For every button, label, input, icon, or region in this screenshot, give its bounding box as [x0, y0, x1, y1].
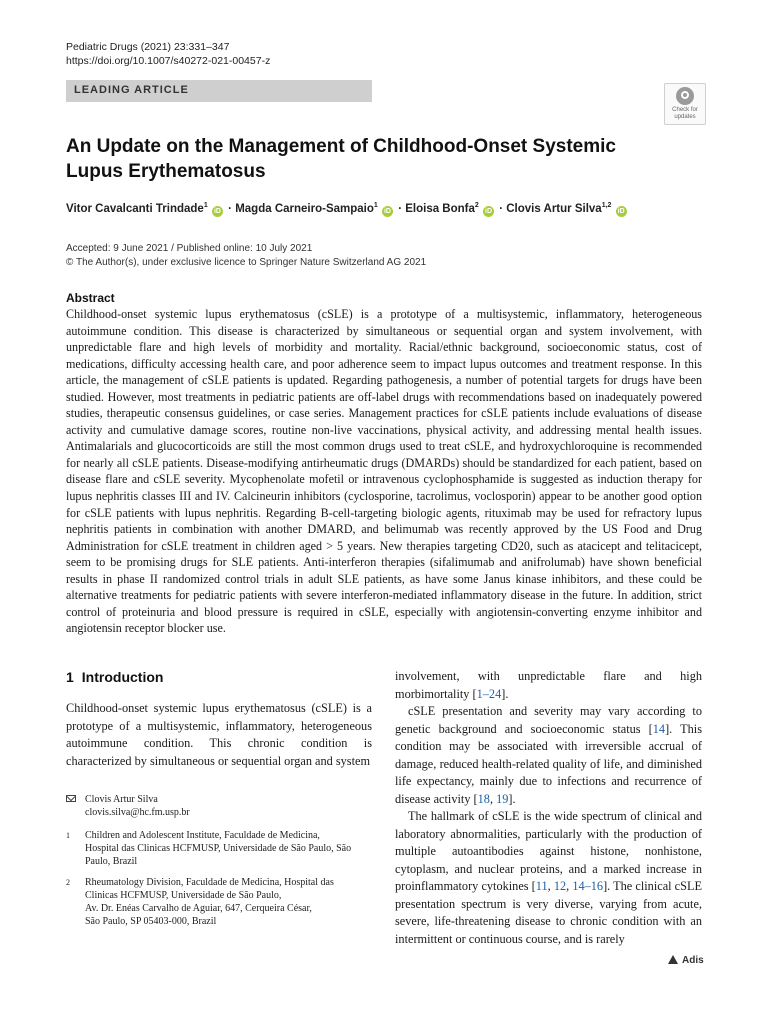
crossmark-line2: updates: [674, 113, 696, 120]
corresponding-author-email[interactable]: clovis.silva@hc.fm.usp.br: [85, 807, 190, 818]
author-separator: ·: [228, 202, 232, 215]
adis-triangle-icon: [668, 955, 678, 964]
author-separator: ·: [398, 202, 403, 215]
author-list: [66, 202, 716, 217]
section-title: Introduction: [81, 669, 164, 685]
intro-paragraph: Childhood-onset systemic lupus erythematosus (cSLE) is a prototype of a multisystemic, inflammatory, heterogeneous autoimmune condition. This chronic condition is characterized by simultaneous or sequential organ and system: [66, 701, 372, 768]
author-affiliation: 1: [203, 202, 208, 209]
intro-paragraph: [395, 703, 702, 808]
paragraph-text: ,: [547, 879, 554, 893]
copyright-line: © The Author(s), under exclusive licence to Springer Nature Switzerland AG 2021: [66, 257, 427, 268]
citation-link[interactable]: 11: [535, 879, 548, 893]
citation-link[interactable]: 18: [477, 791, 490, 806]
citation-link[interactable]: 14: [652, 721, 666, 736]
section-heading: [66, 669, 163, 685]
author-name[interactable]: Vitor Cavalcanti Trindade: [66, 202, 204, 215]
orcid-icon[interactable]: iD: [485, 207, 492, 215]
author-affiliation: 1,2: [601, 202, 612, 209]
publisher-name: Adis: [682, 955, 704, 966]
right-column: [395, 668, 702, 948]
citation-link[interactable]: 19: [496, 791, 509, 806]
paragraph-text: ,: [489, 791, 497, 806]
journal-header: [66, 40, 270, 68]
affiliation-text: São Paulo, SP 05403-000, Brazil: [85, 916, 217, 927]
intro-paragraph: [395, 808, 702, 948]
author-name[interactable]: Clovis Artur Silva: [506, 202, 602, 215]
section-number: 1: [66, 669, 74, 685]
article-type-bar: [66, 80, 372, 102]
paragraph-text: ]. The clinical cSLE presentation spectrum is very diverse, varying from acute, severe, life-threatening disease to chronic condition with an intermittent or continuous course, and is rarely: [395, 879, 703, 946]
citation-link[interactable]: 14–16: [572, 879, 604, 893]
paragraph-text: ,: [566, 879, 573, 893]
abstract-heading: Abstract: [66, 291, 115, 305]
affiliation-number: 1: [66, 831, 70, 840]
affiliation-text: Rheumatology Division, Faculdade de Medicina, Hospital das Clinicas HCFMUSP, Universidade de São Paulo,: [85, 877, 334, 901]
crossmark-text: [665, 107, 705, 120]
affiliation-1: [66, 829, 356, 868]
publisher-logo: [668, 955, 704, 966]
publication-dates: [66, 242, 426, 270]
accepted-date: Accepted: 9 June 2021 / Published online: 10 July 2021: [66, 243, 313, 254]
paragraph-text: cSLE presentation and severity may vary according to genetic background and socioeconomic status [: [395, 704, 702, 736]
citation-link[interactable]: 1–24: [476, 686, 502, 701]
paragraph-text: involvement, with unpredictable flare and high morbimortality [: [395, 669, 702, 701]
orcid-icon[interactable]: iD: [213, 207, 221, 215]
affiliation-text: Av. Dr. Enéas Carvalho de Aguiar, 647, Cerqueira César,: [85, 903, 312, 914]
corresponding-author-name: Clovis Artur Silva: [85, 794, 158, 805]
orcid-icon[interactable]: iD: [617, 207, 625, 215]
author-name[interactable]: Eloisa Bonfa: [405, 202, 475, 215]
article-type-label: LEADING ARTICLE: [74, 84, 189, 96]
affiliation-2: [66, 876, 356, 928]
check-for-updates-badge[interactable]: [664, 83, 706, 125]
abstract-text: Childhood-onset systemic lupus erythematosus (cSLE) is a prototype of a multisystemic, inflammatory, heterogeneous autoimmune condition. This disease is characterized by simultaneous or sequential organ and system involvement, with unpredictable flare and high levels of morbidity and mortality. Racial/ethnic background, socioeconomic status, cost of medications, difficulty accessing health care, and poor adherence seem to impact lupus outcomes and treatment response. In this article, the management of cSLE patients is updated. Regarding pathogenesis, a number of potential targets for drugs have been studied. However, most treatments in pediatric patients are off-label drugs with recommendations based on inadequately powered studies, therapeutic consensus guidelines, or case series. Management practices for cSLE patients include evaluations of disease activity and cumulative damage scores, routine non-live vaccinations, physical activity, and addressing mental health issues. Antimalarials and glucocorticoids are still the most common drugs used to treat cSLE, and hydroxychloroquine is recommended for nearly all cSLE patients. Disease-modifying antirheumatic drugs (DMARDs) should be standardized for each patient, based on disease flare and cSLE severity. Mycophenolate mofetil or intravenous cyclophosphamide is suggested as induction therapy for lupus nephritis classes III and IV. Calcineurin inhibitors (cyclosporine, tacrolimus, voclosporin) appear to be another good option for cSLE patients with lupus nephritis. Regarding B-cell-targeting biologic agents, rituximab may be used for refractory lupus nephritis patients in combination with another DMARD, and belimumab was recently approved by the US Food and Drug Administration for cSLE treatment in children aged > 5 years. New therapies targeting CD20, such as atacicept and telitacicept, seem to be promising drugs for SLE patients. Anti-interferon therapies (sifalimumab and anifrolumab) have shown beneficial results in phase II randomized control trials in adult SLE patients, as have some Janus kinase inhibitors, and these could be alternative treatments for pediatric patients with severe interferon-mediated inflammatory disease in the future. In addition, strict control of proteinuria and blood pressure is required in cSLE, especially with angiotensin-converting enzyme inhibitor and angiotensin receptor blocker use.: [66, 307, 702, 636]
paragraph-text: ]. This condition may be associated with irreversible accrual of damage, reduced health-related quality of life, and diminished life expectancy, mainly due to infections and recurrence of disease activity [: [395, 721, 702, 806]
author-affiliation: 1: [373, 202, 378, 209]
journal-citation: Pediatric Drugs (2021) 23:331–347: [66, 41, 230, 53]
affiliation-text: Children and Adolescent Institute, Faculdade de Medicina, Hospital das Clinicas HCFMUSP, Universidade de São Paulo, São Paulo, Brazil: [85, 830, 352, 867]
author-affiliation: 2: [474, 202, 479, 209]
doi-link[interactable]: https://doi.org/10.1007/s40272-021-00457-z: [66, 55, 271, 67]
orcid-icon[interactable]: iD: [383, 207, 391, 215]
author-separator: ·: [499, 202, 504, 215]
paragraph-text: ].: [508, 791, 516, 806]
left-column: [66, 700, 372, 770]
intro-paragraph: [395, 668, 702, 703]
corresponding-author-note: [66, 793, 372, 819]
citation-link[interactable]: 12: [553, 879, 567, 893]
author-name[interactable]: Magda Carneiro-Sampaio: [235, 202, 374, 215]
crossmark-icon: [676, 87, 694, 105]
article-title: An Update on the Management of Childhood-Onset Systemic Lupus Erythematosus: [66, 136, 616, 182]
envelope-icon: [66, 795, 76, 802]
crossmark-line1: Check for: [672, 107, 698, 113]
paragraph-text: ].: [501, 686, 509, 701]
affiliation-number: 2: [66, 878, 70, 887]
paragraph-text: The hallmark of cSLE is the wide spectrum of clinical and laboratory abnormalities, particularly with the production of multiple autoantibodies against histone, nonhistone, cytoplasm, and nuclear proteins, and a marked increase in proinflammatory cytokines [: [395, 809, 702, 893]
